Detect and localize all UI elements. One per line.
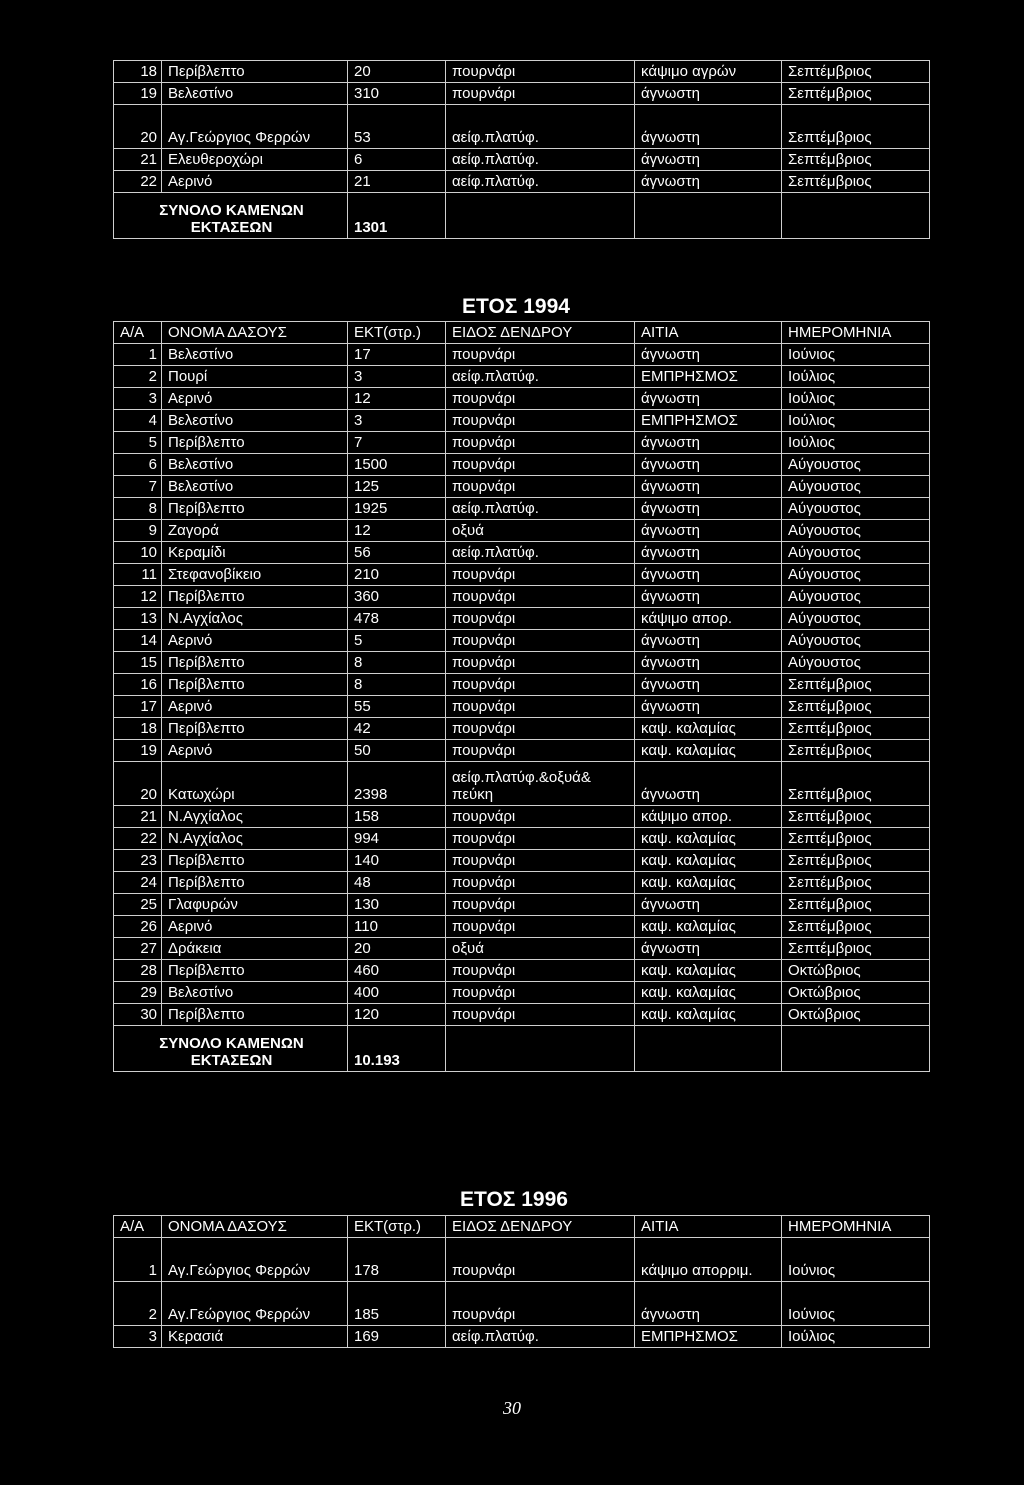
tree-type: πουρνάρι bbox=[446, 674, 635, 696]
fire-cause: άγνωστη bbox=[635, 454, 782, 476]
row-number: 8 bbox=[114, 498, 162, 520]
table-header-row bbox=[114, 1216, 930, 1238]
burned-area: 3 bbox=[348, 366, 446, 388]
forest-name: Αερινό bbox=[162, 171, 348, 193]
table-row bbox=[114, 674, 930, 696]
fire-date: Ιούνιος bbox=[782, 1282, 930, 1326]
fire-date: Ιούλιος bbox=[782, 366, 930, 388]
burned-area: 360 bbox=[348, 586, 446, 608]
burned-area: 6 bbox=[348, 149, 446, 171]
fire-cause: καψ. καλαμίας bbox=[635, 828, 782, 850]
fire-cause: άγνωστη bbox=[635, 894, 782, 916]
fire-date: Σεπτέμβριος bbox=[782, 105, 930, 149]
fire-cause: άγνωστη bbox=[635, 630, 782, 652]
burned-area: 110 bbox=[348, 916, 446, 938]
fire-cause: άγνωστη bbox=[635, 586, 782, 608]
fire-date: Σεπτέμβριος bbox=[782, 916, 930, 938]
forest-name: Περίβλεπτο bbox=[162, 586, 348, 608]
tree-type: πουρνάρι bbox=[446, 894, 635, 916]
row-number: 19 bbox=[114, 740, 162, 762]
row-number: 3 bbox=[114, 1326, 162, 1348]
fire-cause: κάψιμο απορ. bbox=[635, 806, 782, 828]
column-header: ΟΝΟΜΑ ΔΑΣΟΥΣ bbox=[162, 1216, 348, 1238]
table-row bbox=[114, 982, 930, 1004]
tree-type: πουρνάρι bbox=[446, 1238, 635, 1282]
forest-name: Κερασιά bbox=[162, 1326, 348, 1348]
forest-name: Περίβλεπτο bbox=[162, 652, 348, 674]
table-header-row bbox=[114, 322, 930, 344]
tree-type: πουρνάρι bbox=[446, 740, 635, 762]
forest-name: Περίβλεπτο bbox=[162, 432, 348, 454]
tree-type: αείφ.πλατύφ. bbox=[446, 498, 635, 520]
tree-type: αείφ.πλατύφ. bbox=[446, 105, 635, 149]
forest-name: Ν.Αγχίαλος bbox=[162, 608, 348, 630]
tree-type: πουρνάρι bbox=[446, 916, 635, 938]
forest-name: Δράκεια bbox=[162, 938, 348, 960]
fire-date: Σεπτέμβριος bbox=[782, 83, 930, 105]
row-number: 12 bbox=[114, 586, 162, 608]
table-row bbox=[114, 476, 930, 498]
total-label: ΣΥΝΟΛΟ ΚΑΜΕΝΩΝ ΕΚΤΑΣΕΩΝ bbox=[114, 1026, 348, 1072]
burned-area: 140 bbox=[348, 850, 446, 872]
burned-area: 178 bbox=[348, 1238, 446, 1282]
empty-cell bbox=[446, 193, 635, 239]
year-1994-heading: ΕΤΟΣ 1994 bbox=[462, 295, 570, 318]
fire-cause: άγνωστη bbox=[635, 674, 782, 696]
burned-area: 400 bbox=[348, 982, 446, 1004]
tree-type: πουρνάρι bbox=[446, 872, 635, 894]
fire-date: Σεπτέμβριος bbox=[782, 762, 930, 806]
forest-name: Αερινό bbox=[162, 916, 348, 938]
fire-date: Σεπτέμβριος bbox=[782, 674, 930, 696]
fire-cause: άγνωστη bbox=[635, 149, 782, 171]
table-row bbox=[114, 344, 930, 366]
tree-type: πουρνάρι bbox=[446, 652, 635, 674]
forest-name: Αερινό bbox=[162, 388, 348, 410]
tree-type: πουρνάρι bbox=[446, 432, 635, 454]
burned-area: 17 bbox=[348, 344, 446, 366]
tree-type: πουρνάρι bbox=[446, 454, 635, 476]
row-number: 5 bbox=[114, 432, 162, 454]
fire-cause: άγνωστη bbox=[635, 564, 782, 586]
column-header: ΑΙΤΙΑ bbox=[635, 322, 782, 344]
fire-cause: καψ. καλαμίας bbox=[635, 1004, 782, 1026]
fire-date: Αύγουστος bbox=[782, 520, 930, 542]
row-number: 27 bbox=[114, 938, 162, 960]
burned-area: 210 bbox=[348, 564, 446, 586]
table-row bbox=[114, 1004, 930, 1026]
tree-type: πουρνάρι bbox=[446, 960, 635, 982]
tree-type: πουρνάρι bbox=[446, 828, 635, 850]
total-label: ΣΥΝΟΛΟ ΚΑΜΕΝΩΝ ΕΚΤΑΣΕΩΝ bbox=[114, 193, 348, 239]
fire-date: Αύγουστος bbox=[782, 630, 930, 652]
tree-type: πουρνάρι bbox=[446, 564, 635, 586]
fires-table-1994 bbox=[113, 321, 930, 1072]
burned-area: 130 bbox=[348, 894, 446, 916]
table-row bbox=[114, 872, 930, 894]
empty-cell bbox=[635, 193, 782, 239]
forest-name: Αερινό bbox=[162, 740, 348, 762]
fire-cause: άγνωστη bbox=[635, 938, 782, 960]
table-row bbox=[114, 498, 930, 520]
table-row bbox=[114, 762, 930, 806]
fire-date: Σεπτέμβριος bbox=[782, 696, 930, 718]
forest-name: Περίβλεπτο bbox=[162, 872, 348, 894]
burned-area: 8 bbox=[348, 652, 446, 674]
burned-area: 12 bbox=[348, 388, 446, 410]
forest-name: Περίβλεπτο bbox=[162, 1004, 348, 1026]
column-header: ΑΙΤΙΑ bbox=[635, 1216, 782, 1238]
table-row bbox=[114, 171, 930, 193]
fire-cause: άγνωστη bbox=[635, 476, 782, 498]
fire-date: Σεπτέμβριος bbox=[782, 149, 930, 171]
row-number: 2 bbox=[114, 1282, 162, 1326]
fire-date: Οκτώβριος bbox=[782, 960, 930, 982]
row-number: 20 bbox=[114, 105, 162, 149]
row-number: 6 bbox=[114, 454, 162, 476]
burned-area: 21 bbox=[348, 171, 446, 193]
burned-area: 48 bbox=[348, 872, 446, 894]
page-number: 30 bbox=[503, 1398, 521, 1418]
row-number: 22 bbox=[114, 171, 162, 193]
fire-cause: άγνωστη bbox=[635, 171, 782, 193]
year-1996-heading: ΕΤΟΣ 1996 bbox=[460, 1188, 568, 1211]
forest-name: Ελευθεροχώρι bbox=[162, 149, 348, 171]
tree-type: αείφ.πλατύφ. bbox=[446, 149, 635, 171]
burned-area: 310 bbox=[348, 83, 446, 105]
row-number: 18 bbox=[114, 718, 162, 740]
fire-cause: κάψιμο απορριμ. bbox=[635, 1238, 782, 1282]
row-number: 26 bbox=[114, 916, 162, 938]
forest-name: Στεφανοβίκειο bbox=[162, 564, 348, 586]
tree-type: πουρνάρι bbox=[446, 696, 635, 718]
tree-type: αείφ.πλατύφ. bbox=[446, 1326, 635, 1348]
tree-type: οξυά bbox=[446, 520, 635, 542]
forest-name: Ν.Αγχίαλος bbox=[162, 828, 348, 850]
table-row bbox=[114, 1238, 930, 1282]
tree-type: πουρνάρι bbox=[446, 476, 635, 498]
forest-name: Κεραμίδι bbox=[162, 542, 348, 564]
fire-cause: ΕΜΠΡΗΣΜΟΣ bbox=[635, 1326, 782, 1348]
column-header: ΕΚΤ(στρ.) bbox=[348, 1216, 446, 1238]
burned-area: 53 bbox=[348, 105, 446, 149]
tree-type: αείφ.πλατύφ.&οξυά& πεύκη bbox=[446, 762, 635, 806]
row-number: 13 bbox=[114, 608, 162, 630]
fire-cause: άγνωστη bbox=[635, 432, 782, 454]
row-number: 22 bbox=[114, 828, 162, 850]
forest-name: Αερινό bbox=[162, 696, 348, 718]
total-value: 10.193 bbox=[348, 1026, 446, 1072]
column-header: ΗΜΕΡΟΜΗΝΙΑ bbox=[782, 1216, 930, 1238]
fire-cause: άγνωστη bbox=[635, 344, 782, 366]
row-number: 4 bbox=[114, 410, 162, 432]
column-header: Α/Α bbox=[114, 1216, 162, 1238]
tree-type: πουρνάρι bbox=[446, 608, 635, 630]
fire-date: Αύγουστος bbox=[782, 476, 930, 498]
burned-area: 158 bbox=[348, 806, 446, 828]
tree-type: πουρνάρι bbox=[446, 61, 635, 83]
burned-area: 994 bbox=[348, 828, 446, 850]
table-row bbox=[114, 850, 930, 872]
forest-name: Πουρί bbox=[162, 366, 348, 388]
total-row bbox=[114, 193, 930, 239]
forest-name: Βελεστίνο bbox=[162, 476, 348, 498]
row-number: 16 bbox=[114, 674, 162, 696]
table-row bbox=[114, 366, 930, 388]
table-row bbox=[114, 696, 930, 718]
column-header: ΕΚΤ(στρ.) bbox=[348, 322, 446, 344]
burned-area: 478 bbox=[348, 608, 446, 630]
fire-date: Οκτώβριος bbox=[782, 1004, 930, 1026]
forest-name: Κατωχώρι bbox=[162, 762, 348, 806]
fire-date: Σεπτέμβριος bbox=[782, 61, 930, 83]
forest-name: Περίβλεπτο bbox=[162, 674, 348, 696]
fire-date: Ιούλιος bbox=[782, 432, 930, 454]
forest-name: Περίβλεπτο bbox=[162, 960, 348, 982]
table-row bbox=[114, 542, 930, 564]
table-row bbox=[114, 61, 930, 83]
forest-name: Βελεστίνο bbox=[162, 454, 348, 476]
fire-cause: καψ. καλαμίας bbox=[635, 718, 782, 740]
fire-date: Οκτώβριος bbox=[782, 982, 930, 1004]
row-number: 28 bbox=[114, 960, 162, 982]
burned-area: 56 bbox=[348, 542, 446, 564]
fire-cause: καψ. καλαμίας bbox=[635, 982, 782, 1004]
total-row bbox=[114, 1026, 930, 1072]
forest-name: Ζαγορά bbox=[162, 520, 348, 542]
tree-type: πουρνάρι bbox=[446, 982, 635, 1004]
table-row bbox=[114, 718, 930, 740]
fire-cause: κάψιμο απορ. bbox=[635, 608, 782, 630]
fire-cause: καψ. καλαμίας bbox=[635, 916, 782, 938]
tree-type: πουρνάρι bbox=[446, 718, 635, 740]
table-row bbox=[114, 740, 930, 762]
fire-cause: άγνωστη bbox=[635, 105, 782, 149]
row-number: 9 bbox=[114, 520, 162, 542]
row-number: 2 bbox=[114, 366, 162, 388]
fire-date: Ιούλιος bbox=[782, 1326, 930, 1348]
burned-area: 42 bbox=[348, 718, 446, 740]
row-number: 25 bbox=[114, 894, 162, 916]
table-row bbox=[114, 828, 930, 850]
fire-cause: καψ. καλαμίας bbox=[635, 960, 782, 982]
fire-cause: καψ. καλαμίας bbox=[635, 872, 782, 894]
fire-cause: άγνωστη bbox=[635, 1282, 782, 1326]
burned-area: 169 bbox=[348, 1326, 446, 1348]
burned-area: 50 bbox=[348, 740, 446, 762]
tree-type: πουρνάρι bbox=[446, 1282, 635, 1326]
fire-cause: άγνωστη bbox=[635, 762, 782, 806]
fire-date: Σεπτέμβριος bbox=[782, 806, 930, 828]
tree-type: πουρνάρι bbox=[446, 806, 635, 828]
burned-area: 2398 bbox=[348, 762, 446, 806]
fire-date: Αύγουστος bbox=[782, 586, 930, 608]
column-header: ΕΙΔΟΣ ΔΕΝΔΡΟΥ bbox=[446, 322, 635, 344]
table-row bbox=[114, 652, 930, 674]
fire-date: Ιούλιος bbox=[782, 388, 930, 410]
tree-type: οξυά bbox=[446, 938, 635, 960]
column-header: ΕΙΔΟΣ ΔΕΝΔΡΟΥ bbox=[446, 1216, 635, 1238]
tree-type: αείφ.πλατύφ. bbox=[446, 542, 635, 564]
fire-date: Ιούλιος bbox=[782, 410, 930, 432]
fire-date: Σεπτέμβριος bbox=[782, 718, 930, 740]
table-row bbox=[114, 1282, 930, 1326]
row-number: 29 bbox=[114, 982, 162, 1004]
tree-type: αείφ.πλατύφ. bbox=[446, 366, 635, 388]
empty-cell bbox=[782, 193, 930, 239]
forest-name: Αγ.Γεώργιος Φερρών bbox=[162, 105, 348, 149]
fire-date: Αύγουστος bbox=[782, 542, 930, 564]
fire-date: Αύγουστος bbox=[782, 608, 930, 630]
fire-date: Σεπτέμβριος bbox=[782, 171, 930, 193]
fire-date: Ιούνιος bbox=[782, 1238, 930, 1282]
burned-area: 8 bbox=[348, 674, 446, 696]
row-number: 18 bbox=[114, 61, 162, 83]
fire-date: Σεπτέμβριος bbox=[782, 894, 930, 916]
row-number: 23 bbox=[114, 850, 162, 872]
row-number: 15 bbox=[114, 652, 162, 674]
fire-cause: άγνωστη bbox=[635, 652, 782, 674]
row-number: 30 bbox=[114, 1004, 162, 1026]
tree-type: αείφ.πλατύφ. bbox=[446, 171, 635, 193]
tree-type: πουρνάρι bbox=[446, 586, 635, 608]
burned-area: 120 bbox=[348, 1004, 446, 1026]
forest-name: Περίβλεπτο bbox=[162, 61, 348, 83]
column-header: ΗΜΕΡΟΜΗΝΙΑ bbox=[782, 322, 930, 344]
fire-cause: ΕΜΠΡΗΣΜΟΣ bbox=[635, 366, 782, 388]
tree-type: πουρνάρι bbox=[446, 1004, 635, 1026]
table-row bbox=[114, 916, 930, 938]
tree-type: πουρνάρι bbox=[446, 410, 635, 432]
table-row bbox=[114, 520, 930, 542]
table-row bbox=[114, 432, 930, 454]
burned-area: 185 bbox=[348, 1282, 446, 1326]
row-number: 3 bbox=[114, 388, 162, 410]
fire-cause: καψ. καλαμίας bbox=[635, 740, 782, 762]
table-row bbox=[114, 938, 930, 960]
row-number: 21 bbox=[114, 806, 162, 828]
fire-date: Αύγουστος bbox=[782, 564, 930, 586]
table-row bbox=[114, 564, 930, 586]
row-number: 24 bbox=[114, 872, 162, 894]
burned-area: 1500 bbox=[348, 454, 446, 476]
forest-name: Αγ.Γεώργιος Φερρών bbox=[162, 1282, 348, 1326]
row-number: 14 bbox=[114, 630, 162, 652]
row-number: 21 bbox=[114, 149, 162, 171]
table-row bbox=[114, 454, 930, 476]
empty-cell bbox=[782, 1026, 930, 1072]
table-row bbox=[114, 960, 930, 982]
table-row bbox=[114, 105, 930, 149]
row-number: 20 bbox=[114, 762, 162, 806]
empty-cell bbox=[635, 1026, 782, 1072]
table-row bbox=[114, 586, 930, 608]
column-header: ΟΝΟΜΑ ΔΑΣΟΥΣ bbox=[162, 322, 348, 344]
row-number: 1 bbox=[114, 1238, 162, 1282]
fire-cause: άγνωστη bbox=[635, 388, 782, 410]
fire-date: Αύγουστος bbox=[782, 498, 930, 520]
table-row bbox=[114, 630, 930, 652]
fires-table-1996 bbox=[113, 1215, 930, 1348]
fire-cause: άγνωστη bbox=[635, 696, 782, 718]
row-number: 11 bbox=[114, 564, 162, 586]
fire-date: Σεπτέμβριος bbox=[782, 850, 930, 872]
burned-area: 7 bbox=[348, 432, 446, 454]
fire-date: Σεπτέμβριος bbox=[782, 872, 930, 894]
table-row bbox=[114, 149, 930, 171]
fire-cause: άγνωστη bbox=[635, 542, 782, 564]
burned-area: 12 bbox=[348, 520, 446, 542]
forest-name: Βελεστίνο bbox=[162, 344, 348, 366]
tree-type: πουρνάρι bbox=[446, 344, 635, 366]
fire-cause: άγνωστη bbox=[635, 520, 782, 542]
fire-date: Σεπτέμβριος bbox=[782, 740, 930, 762]
forest-name: Βελεστίνο bbox=[162, 410, 348, 432]
forest-name: Αερινό bbox=[162, 630, 348, 652]
burned-area: 3 bbox=[348, 410, 446, 432]
fires-table-continued bbox=[113, 60, 930, 239]
burned-area: 460 bbox=[348, 960, 446, 982]
burned-area: 125 bbox=[348, 476, 446, 498]
forest-name: Βελεστίνο bbox=[162, 83, 348, 105]
fire-date: Αύγουστος bbox=[782, 454, 930, 476]
burned-area: 55 bbox=[348, 696, 446, 718]
burned-area: 20 bbox=[348, 61, 446, 83]
burned-area: 20 bbox=[348, 938, 446, 960]
forest-name: Περίβλεπτο bbox=[162, 718, 348, 740]
tree-type: πουρνάρι bbox=[446, 388, 635, 410]
empty-cell bbox=[446, 1026, 635, 1072]
table-row bbox=[114, 1326, 930, 1348]
fire-cause: άγνωστη bbox=[635, 83, 782, 105]
forest-name: Περίβλεπτο bbox=[162, 498, 348, 520]
forest-name: Αγ.Γεώργιος Φερρών bbox=[162, 1238, 348, 1282]
row-number: 19 bbox=[114, 83, 162, 105]
fire-date: Σεπτέμβριος bbox=[782, 938, 930, 960]
forest-name: Περίβλεπτο bbox=[162, 850, 348, 872]
fire-cause: άγνωστη bbox=[635, 498, 782, 520]
burned-area: 5 bbox=[348, 630, 446, 652]
table-row bbox=[114, 608, 930, 630]
fire-cause: καψ. καλαμίας bbox=[635, 850, 782, 872]
fire-date: Αύγουστος bbox=[782, 652, 930, 674]
forest-name: Βελεστίνο bbox=[162, 982, 348, 1004]
tree-type: πουρνάρι bbox=[446, 850, 635, 872]
fire-cause: ΕΜΠΡΗΣΜΟΣ bbox=[635, 410, 782, 432]
table-row bbox=[114, 83, 930, 105]
table-row bbox=[114, 894, 930, 916]
row-number: 10 bbox=[114, 542, 162, 564]
row-number: 7 bbox=[114, 476, 162, 498]
fire-date: Ιούνιος bbox=[782, 344, 930, 366]
forest-name: Ν.Αγχίαλος bbox=[162, 806, 348, 828]
tree-type: πουρνάρι bbox=[446, 630, 635, 652]
forest-name: Γλαφυρών bbox=[162, 894, 348, 916]
tree-type: πουρνάρι bbox=[446, 83, 635, 105]
fire-cause: κάψιμο αγρών bbox=[635, 61, 782, 83]
burned-area: 1925 bbox=[348, 498, 446, 520]
table-row bbox=[114, 806, 930, 828]
table-row bbox=[114, 388, 930, 410]
row-number: 17 bbox=[114, 696, 162, 718]
table-row bbox=[114, 410, 930, 432]
fire-date: Σεπτέμβριος bbox=[782, 828, 930, 850]
column-header: Α/Α bbox=[114, 322, 162, 344]
row-number: 1 bbox=[114, 344, 162, 366]
total-value: 1301 bbox=[348, 193, 446, 239]
